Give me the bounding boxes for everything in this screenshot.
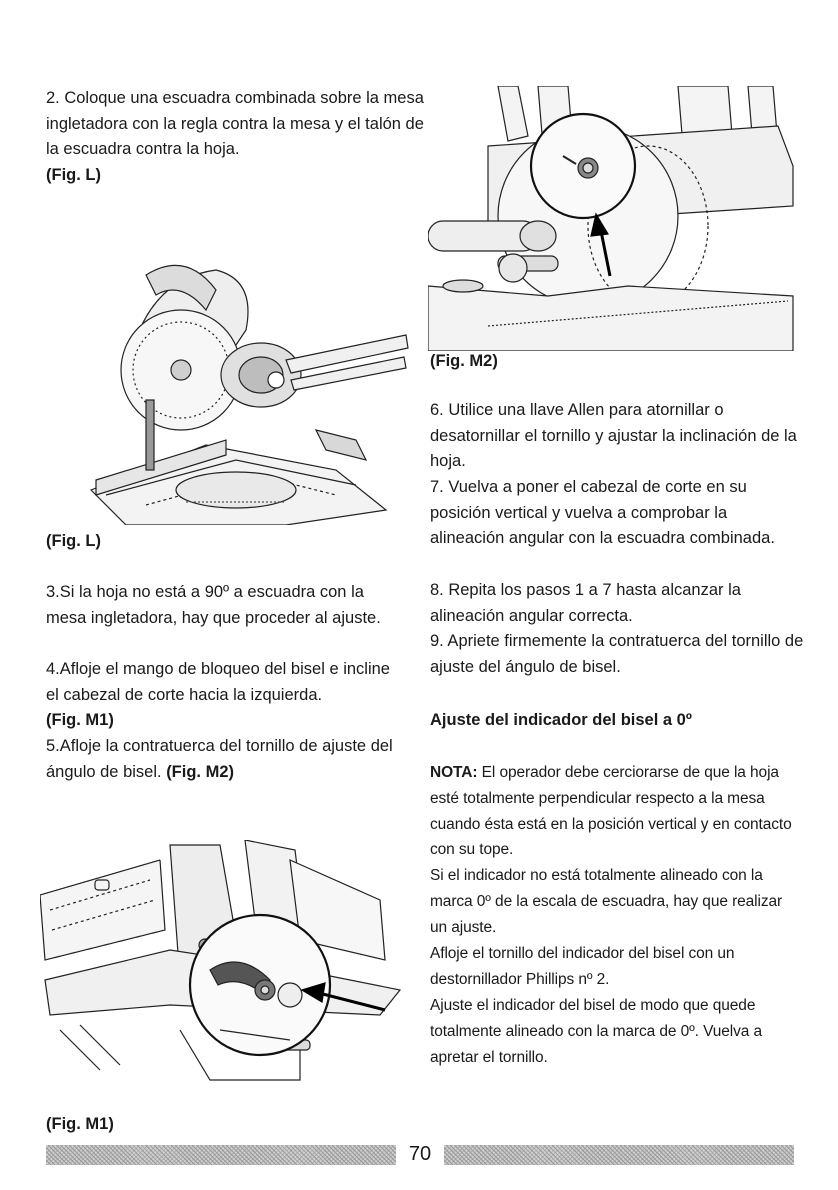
figure-m2-illustration	[428, 86, 796, 351]
footer-bar-right	[444, 1145, 794, 1165]
step-2-text	[46, 86, 426, 188]
step-3-text: 3.Si la hoja no está a 90º a escuadra con la mesa ingletadora, hay que proceder al ajuste.	[46, 583, 381, 627]
step-8-text: 8. Repita los pasos 1 a 7 hasta alcanzar la alineación angular correcta.	[430, 581, 741, 625]
step-5-text	[46, 734, 406, 785]
figure-l-illustration	[86, 240, 416, 525]
nota-text: El operador debe cerciorarse de que la hoja esté totalmente perpendicular respecto a la mesa cuando ésta está en la posición vertical y en contacto con su tope.	[430, 764, 792, 859]
step-4-text	[46, 657, 406, 734]
page-number: 70	[408, 1143, 432, 1165]
step-4-body: 4.Afloje el mango de bloqueo del bisel e incline el cabezal de corte hacia la izquierda.	[46, 660, 390, 704]
nota-label: NOTA:	[430, 764, 478, 781]
step-2-fig-ref: (Fig. L)	[46, 165, 101, 184]
step-9-text: 9. Apriete firmemente la contratuerca del tornillo de ajuste del ángulo de bisel.	[430, 632, 804, 676]
step-5-body: 5.Afloje la contratuerca del tornillo de ajuste del ángulo de bisel.	[46, 737, 393, 781]
nota-paragraph	[430, 760, 795, 863]
realign-paragraph: Ajuste el indicador del bisel de modo que quede totalmente alineado con la marca de 0º. Vuelva a apretar el tornillo.	[430, 997, 763, 1066]
indicator-adjust-paragraph: Si el indicador no está totalmente alineado con la marca 0º de la escala de escuadra, hay que realizar un ajuste.	[430, 867, 783, 936]
step-5-fig-ref: (Fig. M2)	[166, 762, 235, 781]
loosen-screw-paragraph: Afloje el tornillo del indicador del bisel con un destornillador Phillips nº 2.	[430, 945, 735, 988]
step-6-text: 6. Utilice una llave Allen para atornillar o desatornillar el tornillo y ajustar la inclinación de la hoja.	[430, 401, 797, 471]
footer-bar-left	[46, 1145, 396, 1165]
step-7-text: 7. Vuelva a poner el cabezal de corte en su posición vertical y vuelva a comprobar la alineación angular con la escuadra combinada.	[430, 478, 775, 548]
figure-l-caption: (Fig. L)	[46, 532, 101, 550]
figure-m1-illustration	[40, 840, 415, 1085]
step-4-fig-ref: (Fig. M1)	[46, 711, 114, 730]
step-2-body: 2. Coloque una escuadra combinada sobre la mesa ingletadora con la regla contra la mesa y el talón de la escuadra contra la hoja.	[46, 89, 424, 159]
figure-m1-caption: (Fig. M1)	[46, 1115, 114, 1133]
figure-m2-caption: (Fig. M2)	[430, 352, 498, 370]
section-heading: Ajuste del indicador del bisel a 0º	[430, 711, 692, 729]
